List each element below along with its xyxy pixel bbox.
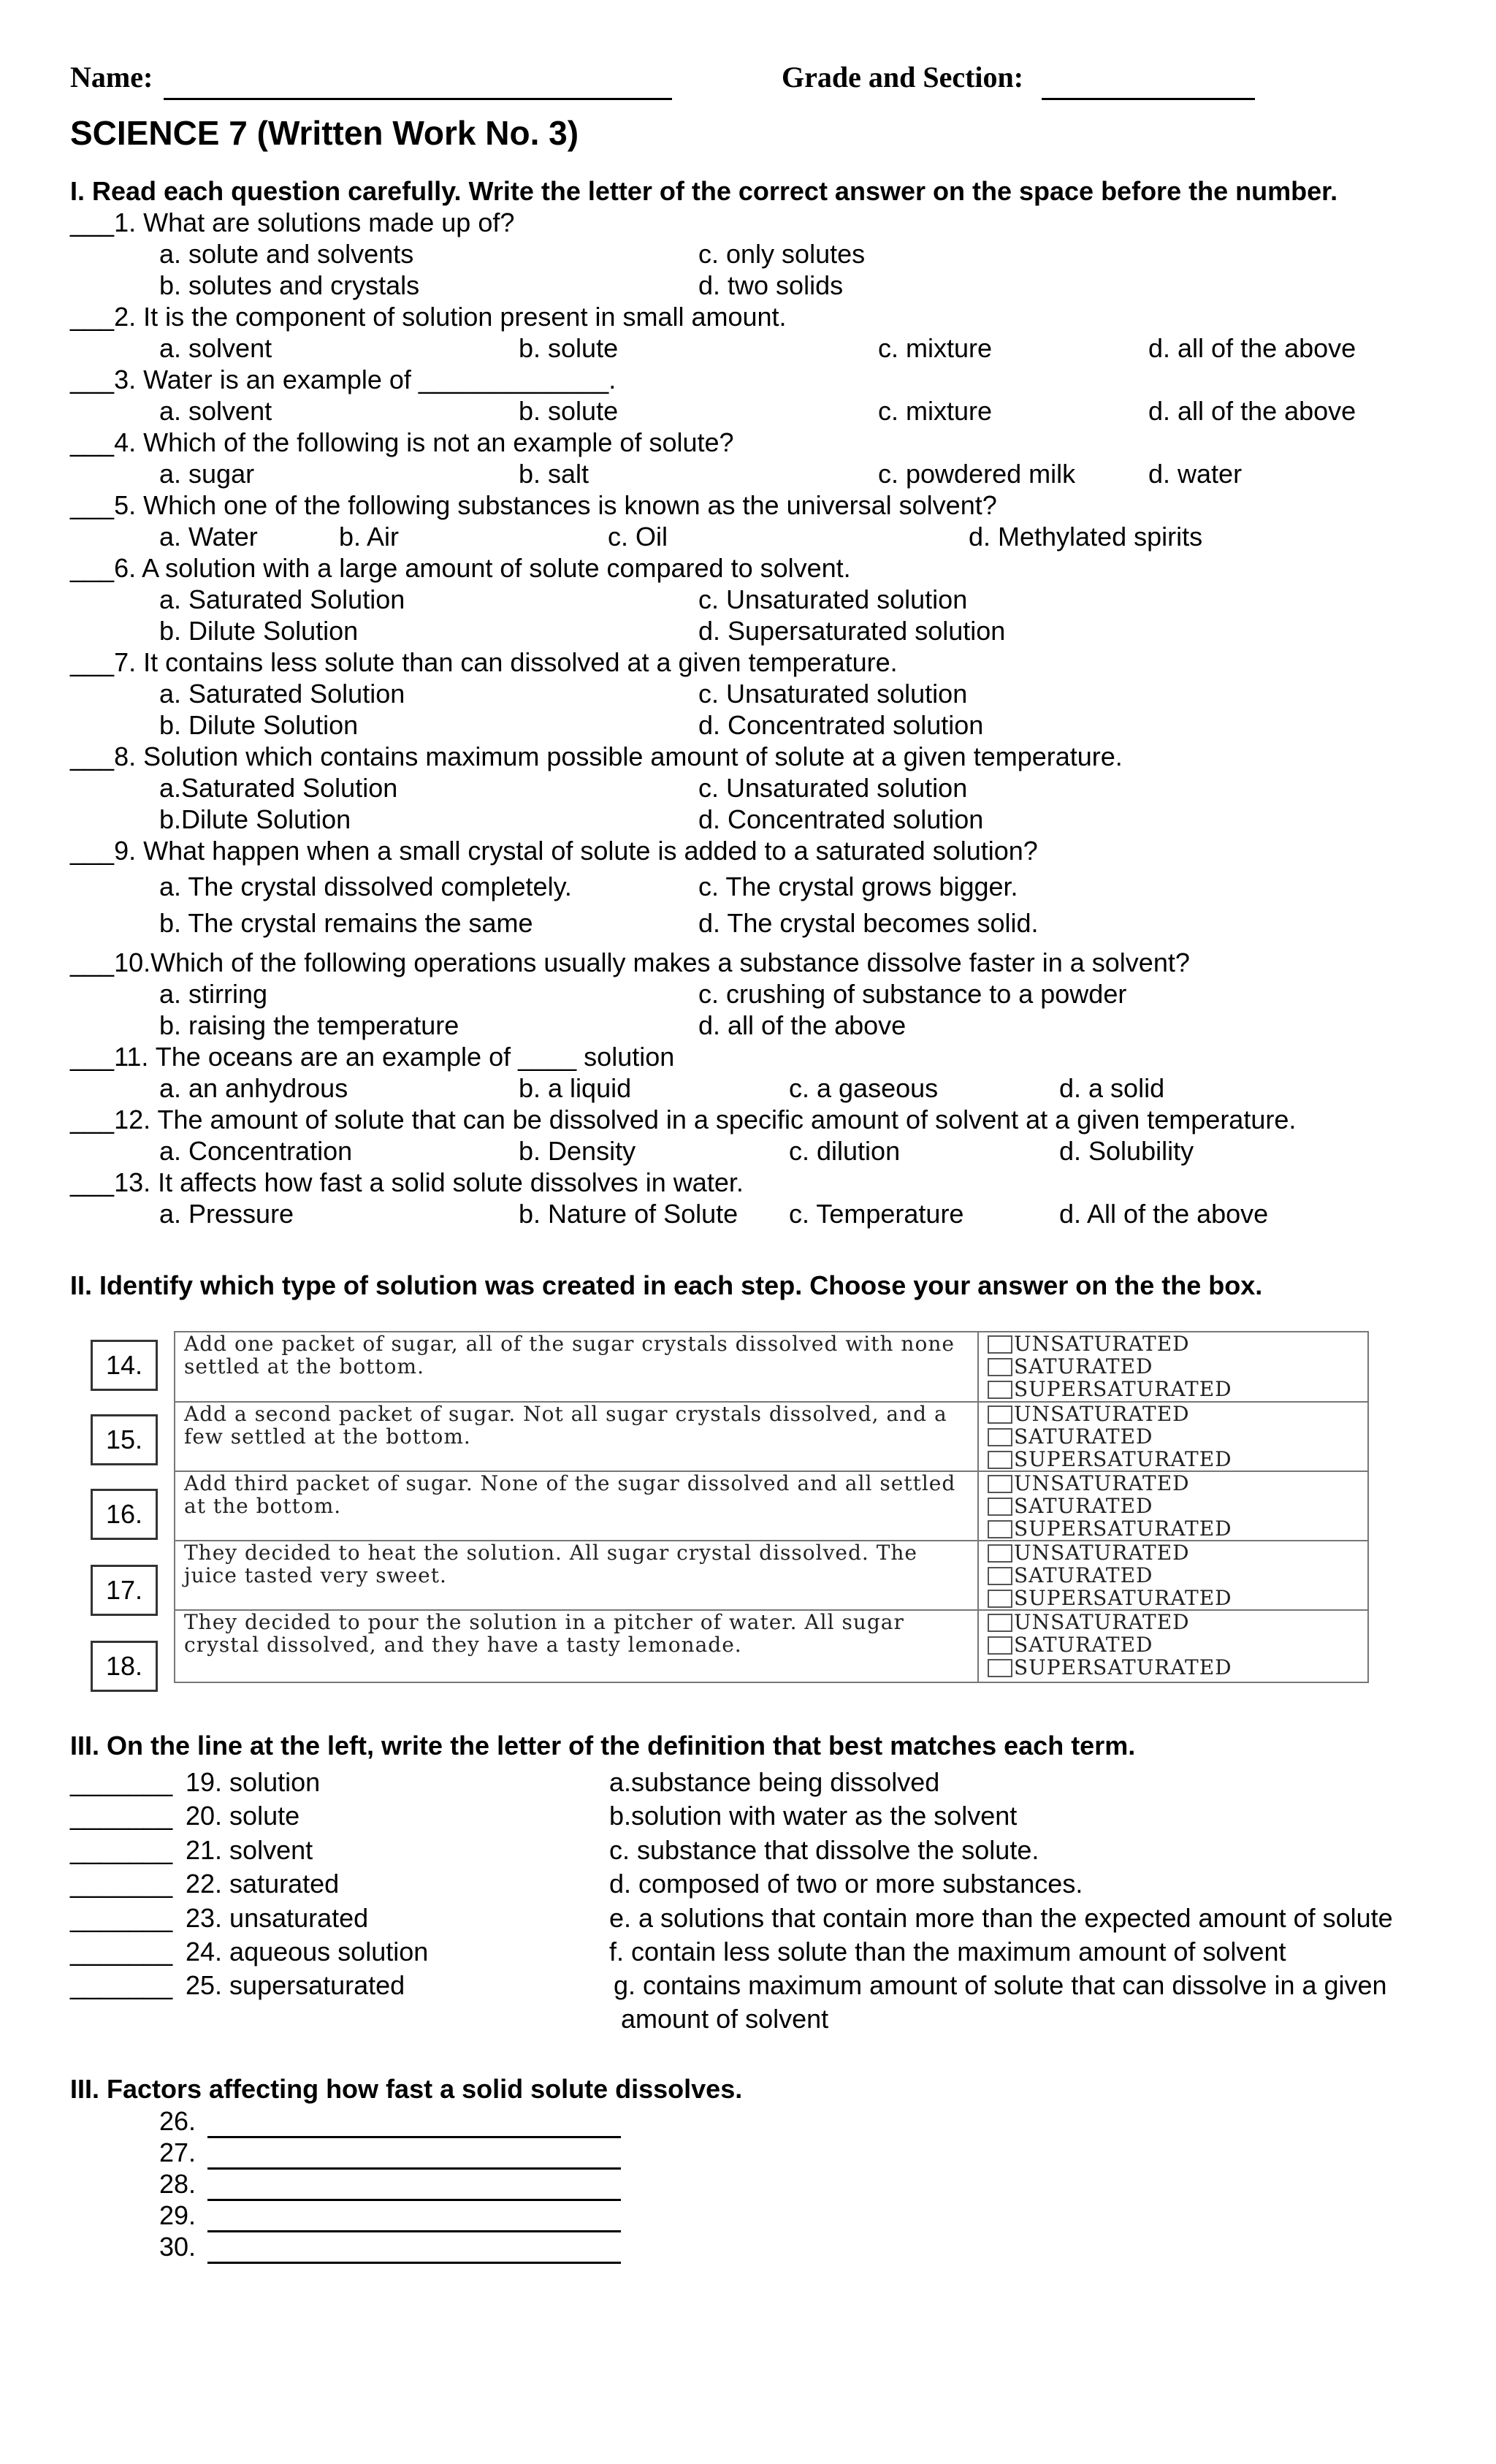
checkbox[interactable] — [988, 1381, 1012, 1399]
checkbox[interactable] — [988, 1659, 1012, 1677]
option-unsaturated[interactable]: UNSATURATED — [988, 1332, 1190, 1355]
question-6: ___6. A solution with a large amount of solute compared to solvent. — [70, 553, 851, 583]
checkbox[interactable] — [988, 1614, 1012, 1632]
choice: a. an anhydrous — [159, 1073, 348, 1103]
choice: c. crushing of substance to a powder — [698, 979, 1127, 1009]
answer-blank[interactable]: _______ — [70, 1767, 173, 1797]
option-unsaturated[interactable]: UNSATURATED — [988, 1611, 1190, 1633]
option-saturated[interactable]: SATURATED — [988, 1564, 1153, 1587]
answer-line[interactable] — [207, 2208, 621, 2232]
option-supersaturated[interactable]: SUPERSATURATED — [988, 1517, 1232, 1540]
choice: d. all of the above — [1148, 396, 1356, 426]
definition: a.substance being dissolved — [609, 1767, 940, 1797]
solution-type-table — [174, 1331, 1369, 1683]
definition: e. a solutions that contain more than the expected amount of solute — [609, 1903, 1393, 1933]
option-unsaturated[interactable]: UNSATURATED — [988, 1403, 1190, 1425]
step-description: Add third packet of sugar. None of the sugar dissolved and all settled at the bottom. — [184, 1471, 956, 1518]
choice: a. solvent — [159, 396, 272, 426]
grade-label: Grade and Section: — [782, 61, 1024, 94]
checkbox[interactable] — [988, 1498, 1012, 1516]
question-11: ___11. The oceans are an example of ____ solution — [70, 1042, 675, 1072]
table-row — [175, 1471, 1367, 1541]
definition-continued: amount of solvent — [621, 2004, 829, 2034]
choice: b. solute — [519, 333, 619, 363]
choice: b. Air — [339, 522, 400, 552]
answer-line[interactable] — [207, 2145, 621, 2170]
question-3: ___3. Water is an example of _____________. — [70, 365, 617, 394]
checkbox[interactable] — [988, 1475, 1012, 1493]
choice: d. all of the above — [698, 1010, 907, 1040]
checkbox[interactable] — [988, 1405, 1012, 1424]
choice: c. The crystal grows bigger. — [698, 871, 1018, 901]
definition: f. contain less solute than the maximum amount of solvent — [609, 1937, 1286, 1967]
choice: b. a liquid — [519, 1073, 632, 1103]
choice: c. Oil — [608, 522, 668, 552]
term: 23. unsaturated — [186, 1903, 369, 1933]
item-number-box: 16. — [91, 1489, 158, 1540]
question-10: ___10.Which of the following operations usually makes a substance dissolve faster in a solvent? — [70, 947, 1190, 977]
part2-instruction: II. Identify which type of solution was created in each step. Choose your answer on the the box. — [70, 1270, 1263, 1300]
option-saturated[interactable]: SATURATED — [988, 1425, 1153, 1448]
answer-blank[interactable]: _______ — [70, 1801, 173, 1831]
definition: d. composed of two or more substances. — [609, 1869, 1083, 1899]
item-number-box: 14. — [91, 1340, 158, 1391]
definition: c. substance that dissolve the solute. — [609, 1835, 1039, 1865]
option-supersaturated[interactable]: SUPERSATURATED — [988, 1378, 1232, 1400]
choice: b. Dilute Solution — [159, 616, 359, 646]
answer-blank[interactable]: _______ — [70, 1970, 173, 2000]
checkbox[interactable] — [988, 1520, 1012, 1538]
question-1: ___1. What are solutions made up of? — [70, 207, 515, 237]
term: 20. solute — [186, 1801, 300, 1831]
factor-item-number: 27. — [159, 2137, 196, 2167]
question-7: ___7. It contains less solute than can dissolved at a given temperature. — [70, 647, 898, 677]
name-label: Name: — [70, 61, 153, 94]
table-row — [175, 1401, 1367, 1471]
option-saturated[interactable]: SATURATED — [988, 1495, 1153, 1517]
choice: c. mixture — [878, 396, 993, 426]
choice: b. Nature of Solute — [519, 1199, 739, 1229]
term: 24. aqueous solution — [186, 1937, 429, 1967]
choice: a. solute and solvents — [159, 239, 414, 269]
choice: c. Unsaturated solution — [698, 773, 968, 803]
choice: a. Saturated Solution — [159, 584, 405, 614]
factor-item-number: 29. — [159, 2200, 196, 2230]
choice: b. solute — [519, 396, 619, 426]
answer-blank[interactable]: _______ — [70, 1903, 173, 1933]
checkbox[interactable] — [988, 1567, 1012, 1585]
option-unsaturated[interactable]: UNSATURATED — [988, 1472, 1190, 1495]
option-supersaturated[interactable]: SUPERSATURATED — [988, 1448, 1232, 1471]
choice: c. powdered milk — [878, 459, 1076, 489]
choice: c. dilution — [789, 1136, 901, 1166]
option-saturated[interactable]: SATURATED — [988, 1355, 1153, 1378]
term: 22. saturated — [186, 1869, 340, 1899]
grade-line[interactable] — [1042, 76, 1255, 100]
checkbox[interactable] — [988, 1358, 1012, 1376]
choice: c. only solutes — [698, 239, 866, 269]
answer-line[interactable] — [207, 2177, 621, 2201]
choice: d. two solids — [698, 270, 844, 300]
factor-item-number: 30. — [159, 2232, 196, 2262]
choice: d. a solid — [1059, 1073, 1165, 1103]
checkbox[interactable] — [988, 1636, 1012, 1655]
choice: d. Methylated spirits — [969, 522, 1203, 552]
item-number-box: 15. — [91, 1414, 158, 1465]
choice: d. All of the above — [1059, 1199, 1269, 1229]
choice: c. Temperature — [789, 1199, 964, 1229]
checkbox[interactable] — [988, 1590, 1012, 1608]
choice: d. all of the above — [1148, 333, 1356, 363]
choice: b.Dilute Solution — [159, 804, 351, 834]
term: 21. solvent — [186, 1835, 313, 1865]
choice: a. Concentration — [159, 1136, 353, 1166]
checkbox[interactable] — [988, 1451, 1012, 1469]
term: 25. supersaturated — [186, 1970, 405, 2000]
step-description: Add a second packet of sugar. Not all sugar crystals dissolved, and a few settled at the bottom. — [184, 1402, 947, 1449]
question-4: ___4. Which of the following is not an example of solute? — [70, 427, 734, 457]
choice: b. Density — [519, 1136, 636, 1166]
factor-item-number: 28. — [159, 2169, 196, 2199]
choice: a. Pressure — [159, 1199, 294, 1229]
choice: d. The crystal becomes solid. — [698, 908, 1039, 938]
choice: a. The crystal dissolved completely. — [159, 871, 572, 901]
part3-instruction: III. On the line at the left, write the letter of the definition that best matches each term. — [70, 1731, 1136, 1761]
definition: g. contains maximum amount of solute that can dissolve in a given — [614, 1970, 1387, 2000]
answer-line[interactable] — [207, 2114, 621, 2138]
choice: a. Water — [159, 522, 258, 552]
question-12: ___12. The amount of solute that can be dissolved in a specific amount of solvent at a given temperature. — [70, 1105, 1297, 1134]
choice: a. solvent — [159, 333, 272, 363]
question-9: ___9. What happen when a small crystal of solute is added to a saturated solution? — [70, 836, 1038, 866]
definition: b.solution with water as the solvent — [609, 1801, 1018, 1831]
item-number-box: 18. — [91, 1641, 158, 1692]
choice: a. Saturated Solution — [159, 679, 405, 709]
checkbox[interactable] — [988, 1428, 1012, 1446]
checkbox[interactable] — [988, 1335, 1012, 1354]
checkbox[interactable] — [988, 1544, 1012, 1563]
answer-line[interactable] — [207, 2240, 621, 2264]
choice: d. Supersaturated solution — [698, 616, 1006, 646]
question-5: ___5. Which one of the following substances is known as the universal solvent? — [70, 490, 997, 520]
answer-blank[interactable]: _______ — [70, 1937, 173, 1967]
table-row — [175, 1540, 1367, 1610]
name-line[interactable] — [164, 76, 672, 100]
choice: c. a gaseous — [789, 1073, 939, 1103]
part1-instruction: I. Read each question carefully. Write the letter of the correct answer on the space before the number. — [70, 176, 1338, 206]
choice: b. raising the temperature — [159, 1010, 459, 1040]
step-description: They decided to heat the solution. All sugar crystal dissolved. The juice tasted very sweet. — [184, 1541, 917, 1587]
choice: d. Concentrated solution — [698, 710, 984, 740]
choice: c. Unsaturated solution — [698, 679, 968, 709]
choice: c. mixture — [878, 333, 993, 363]
step-description: They decided to pour the solution in a pitcher of water. All sugar crystal dissolved, and they have a tasty lemonade. — [184, 1610, 904, 1657]
choice: c. Unsaturated solution — [698, 584, 968, 614]
choice: b. solutes and crystals — [159, 270, 420, 300]
option-saturated[interactable]: SATURATED — [988, 1633, 1153, 1656]
part4-instruction: III. Factors affecting how fast a solid solute dissolves. — [70, 2074, 743, 2104]
step-description: Add one packet of sugar, all of the sugar crystals dissolved with none settled at the bottom. — [184, 1332, 955, 1378]
choice: b. salt — [519, 459, 589, 489]
table-row — [175, 1332, 1367, 1403]
question-8: ___8. Solution which contains maximum possible amount of solute at a given temperature. — [70, 741, 1123, 771]
term: 19. solution — [186, 1767, 321, 1797]
answer-blank[interactable]: _______ — [70, 1835, 173, 1865]
table-row — [175, 1609, 1367, 1681]
choice: d. Concentrated solution — [698, 804, 984, 834]
choice: b. The crystal remains the same — [159, 908, 533, 938]
choice: a. stirring — [159, 979, 268, 1009]
choice: d. Solubility — [1059, 1136, 1194, 1166]
page-title: SCIENCE 7 (Written Work No. 3) — [70, 114, 579, 152]
option-supersaturated[interactable]: SUPERSATURATED — [988, 1587, 1232, 1609]
choice: b. Dilute Solution — [159, 710, 359, 740]
choice: a. sugar — [159, 459, 255, 489]
choice: d. water — [1148, 459, 1243, 489]
factor-item-number: 26. — [159, 2106, 196, 2136]
question-2: ___2. It is the component of solution present in small amount. — [70, 302, 787, 332]
choice: a.Saturated Solution — [159, 773, 398, 803]
option-supersaturated[interactable]: SUPERSATURATED — [988, 1656, 1232, 1679]
option-unsaturated[interactable]: UNSATURATED — [988, 1541, 1190, 1564]
question-13: ___13. It affects how fast a solid solute dissolves in water. — [70, 1167, 744, 1197]
answer-blank[interactable]: _______ — [70, 1869, 173, 1899]
item-number-box: 17. — [91, 1565, 158, 1616]
